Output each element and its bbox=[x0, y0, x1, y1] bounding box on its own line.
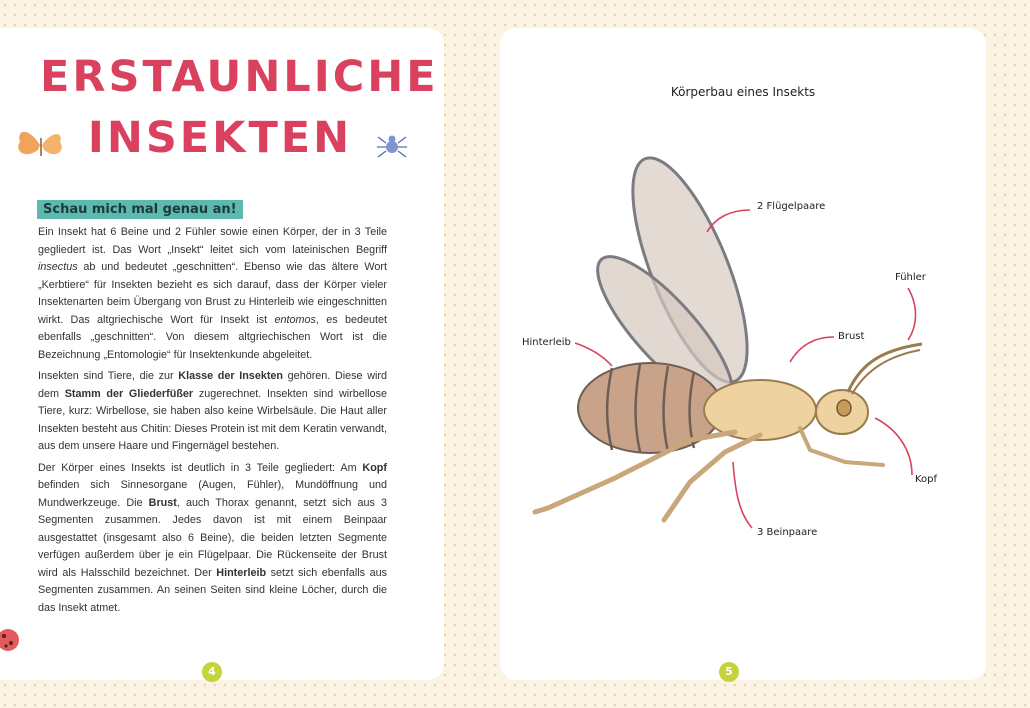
ladybug-icon bbox=[0, 629, 19, 651]
arrow-thorax bbox=[790, 337, 834, 362]
label-head: Kopf bbox=[915, 474, 938, 485]
label-antenna: Fühler bbox=[895, 272, 926, 283]
label-thorax: Brust bbox=[838, 331, 865, 342]
diagram-title: Körperbau eines Insekts bbox=[670, 85, 816, 99]
text-run: Kopf bbox=[362, 461, 387, 474]
text-run: ab und bedeutet „geschnitten“. Ebenso wie das ältere Wort „Kerbtiere“ für Insekten bezieht es sich darauf, dass der Körper vieler Insektenarten beim Übergang von Brust zu Hinterleib wie eingeschnitten wirkt. Das altgriechische Wort für Insekt ist bbox=[38, 261, 387, 326]
arrow-abdomen bbox=[575, 343, 612, 366]
text-run: Hinterleib bbox=[216, 566, 267, 579]
label-legs: 3 Beinpaare bbox=[757, 527, 818, 538]
text-run: , auch Thorax genannt, setzt sich aus 3 Segmenten zusammen. Jedes davon ist mit einem Beinpaar ausgestattet (insgesamt also 6 Beine), die beiden letzten Segmente verfügen außerdem über je ein Flügelpaar. Die Rückenseite der Brust wird als Halsschild bezeichnet. Der bbox=[38, 496, 387, 579]
arrow-legs bbox=[733, 462, 752, 528]
text-run: Stamm der Gliederfüßer bbox=[64, 387, 194, 400]
intro-badge: Schau mich mal genau an! bbox=[37, 200, 243, 219]
butterfly-icon bbox=[18, 132, 62, 156]
text-run: Ein Insekt hat 6 Beine und 2 Fühler sowie einen Körper, der in 3 Teile gegliedert ist. Das Wort „Insekt“ leitet sich vom lateinischen Begriff bbox=[38, 226, 387, 256]
page-title-line1: ERSTAUNLICHE bbox=[40, 52, 439, 102]
text-run: insectus bbox=[38, 261, 78, 273]
page-number-right: 5 bbox=[719, 662, 739, 682]
text-run: , es bedeutet ebenfalls „geschnitten“. Von diesem altgriechischen Wort ist die Bezeichnung „Entomologie“ für Insektenkunde abgeleitet. bbox=[38, 313, 388, 361]
label-abdomen: Hinterleib bbox=[522, 337, 571, 348]
text-run: zugerechnet. Insekten sind wirbellose Tiere, kurz: Wirbellose, sie haben also keine Wirbelsäule. Die Haut aller Insekten besteht aus Chitin: Dieses Protein ist mit dem Keratin verwandt, aus dem unsere Haare und Fingernägel bestehen. bbox=[38, 387, 387, 452]
page-title-line2: INSEKTEN bbox=[87, 113, 353, 163]
text-run: setzt sich ebenfalls aus Segmenten zusammen. An seinen Seiten sind kleine Löcher, durch die das Insekt atmet. bbox=[38, 566, 387, 614]
label-wings: 2 Flügelpaare bbox=[757, 201, 826, 212]
text-run: entomos bbox=[274, 313, 316, 326]
arrow-antenna bbox=[908, 288, 916, 340]
text-run: Insekten sind Tiere, die zur bbox=[38, 370, 179, 382]
text-run: Der Körper eines Insekts ist deutlich in 3 Teile gegliedert: Am bbox=[38, 461, 363, 474]
wasp-illustration bbox=[535, 145, 922, 520]
text-run: Klasse der Insekten bbox=[178, 370, 284, 382]
page-number-left: 4 bbox=[202, 662, 222, 682]
text-run: Brust bbox=[148, 496, 177, 509]
text-run: gehören. Diese wird dem bbox=[38, 370, 388, 400]
spider-icon bbox=[377, 136, 407, 158]
text-run: befinden sich Sinnesorgane (Augen, Fühler), Mundöffnung und Mundwerkzeuge. Die bbox=[38, 479, 387, 509]
